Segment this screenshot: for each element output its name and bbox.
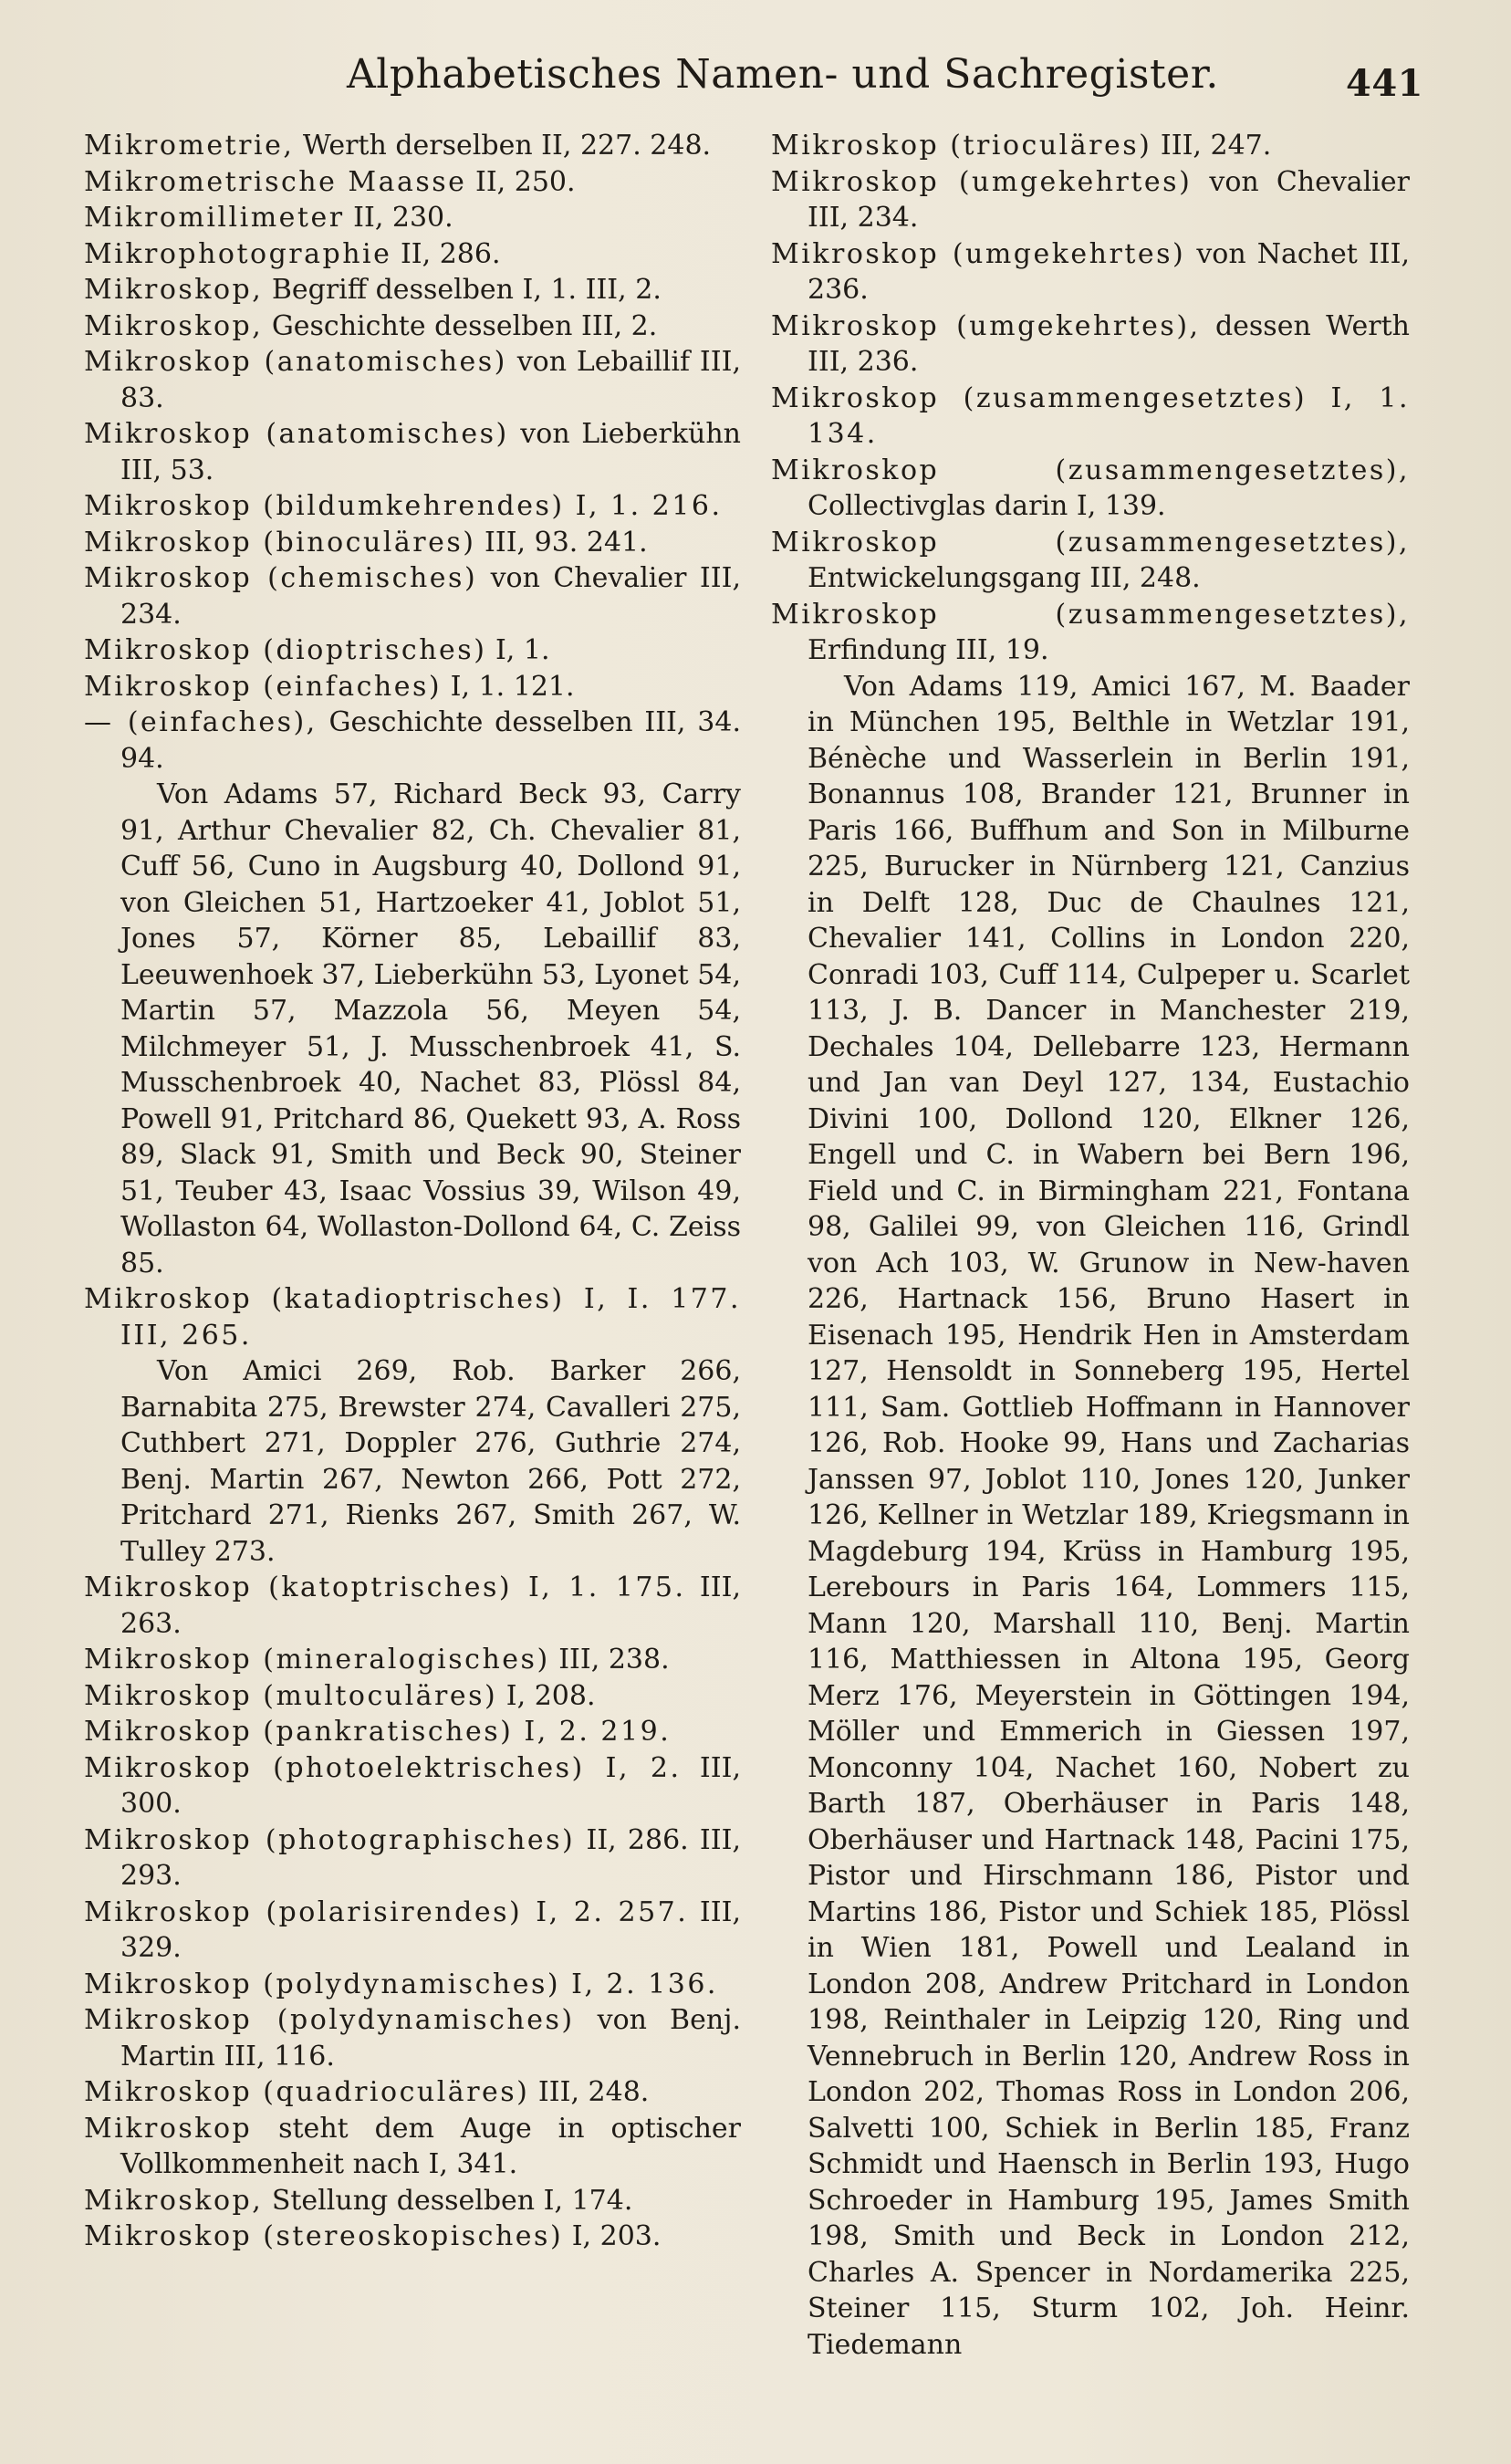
- index-entry: [84, 1967, 741, 2003]
- index-entry: [84, 2219, 741, 2255]
- index-entry-reference: I, 203.: [563, 2220, 662, 2252]
- index-entry-headword: Mikroskop (polydynamisches): [84, 2004, 575, 2036]
- index-entry: [84, 2002, 741, 2074]
- index-entry-headword: Mikroskop,: [84, 2184, 264, 2217]
- index-entry-reference: III, 93. 241.: [475, 526, 648, 559]
- index-entry-reference: Werth derselben II, 227. 248.: [294, 130, 712, 162]
- index-entry-headword: Mikroskop (polarisirendes) I, 2. 257.: [84, 1895, 689, 1928]
- index-entry: [84, 236, 741, 273]
- index-entry: [84, 128, 741, 164]
- index-entry-reference: II, 286. III, 293.: [120, 1823, 741, 1892]
- index-entry: [84, 344, 741, 416]
- index-entry: [84, 1895, 741, 1967]
- index-subentry-makers: Von Adams 119, Amici 167, M. Baader in München 195, Belthle in Wetzlar 191, Bénèche und Wasserlein in Berlin 191, Bonannus 108, Brander 121, Brunner in Paris 166, Buffhum and Son in Milburne 225, Burucker in Nürnberg 121, Canzius in Delft 128, Duc de Chaulnes 121, Chevalier 141, Collins in London 220, Conradi 103, Cuff 114, Culpeper u. Scarlet 113, J. B. Dancer in Manchester 219, Dechales 104, Dellebarre 123, Hermann und Jan van Deyl 127, 134, Eustachio Divini 100, Dollond 120, Elkner 126, Engell und C. in Wabern bei Bern 196, Field und C. in Birmingham 221, Fontana 98, Galilei 99, von Gleichen 116, Grindl von Ach 103, W. Grunow in New-haven 226, Hartnack 156, Bruno Hasert in Eisenach 195, Hendrik Hen in Amsterdam 127, Hensoldt in Sonneberg 195, Hertel 111, Sam. Gottlieb Hoffmann in Hannover 126, Rob. Hooke 99, Hans und Zacharias Janssen 97, Joblot 110, Jones 120, Junker 126, Kellner in Wetzlar 189, Kriegsmann in Magdeburg 194, Krüss in Hamburg 195, Lerebours in Paris 164, Lommers 115, Mann 120, Marshall 110, Benj. Martin 116, Matthiessen in Altona 195, Georg Merz 176, Meyerstein in Göttingen 194, Möller und Emmerich in Giessen 197, Monconny 104, Nachet 160, Nobert zu Barth 187, Oberhäuser in Paris 148, Oberhäuser und Hartnack 148, Pacini 175, Pistor und Hirschmann 186, Pistor und Martins 186, Pistor und Schiek 185, Plössl in Wien 181, Powell und Lealand in London 208, Andrew Pritchard in London 198, Reinthaler in Leipzig 120, Ring und Vennebruch in Berlin 120, Andrew Ross in London 202, Thomas Ross in London 206, Salvetti 100, Schiek in Berlin 185, Franz Schmidt und Haensch in Berlin 193, Hugo Schroeder in Hamburg 195, James Smith 198, Smith und Beck in London 212, Charles A. Spencer in Nordamerika 225, Steiner 115, Sturm 102, Joh. Heinr. Tiedemann: [808, 670, 1410, 2361]
- index-entry-headword: Mikroskop (dioptrisches): [84, 634, 487, 666]
- index-entry-headword: Mikroskop (anatomisches): [84, 346, 507, 378]
- index-entry-headword: Mikroskop: [84, 2112, 253, 2145]
- index-entry: [84, 632, 741, 669]
- page-number: 441: [1346, 62, 1423, 105]
- index-entry-reference: III, 248.: [529, 2076, 650, 2108]
- index-entry: [771, 128, 1410, 164]
- index-entry-headword: Mikroskop (quadrioculäres): [84, 2076, 530, 2108]
- index-entry: [84, 200, 741, 236]
- index-entry-reference: III, 300.: [120, 1751, 741, 1820]
- index-entry-headword: Mikrophotographie: [84, 237, 392, 270]
- index-entry-reference: II, 250.: [466, 165, 576, 198]
- index-entry-headword: Mikroskop (bildumkehrendes) I, 1. 216.: [84, 490, 723, 522]
- index-entry-headword: Mikrometrische Maasse: [84, 165, 467, 198]
- index-entry: [84, 272, 741, 308]
- index-entry: [771, 308, 1410, 381]
- index-entry-headword: Mikroskop (binoculäres): [84, 526, 476, 559]
- index-entry: [771, 381, 1410, 453]
- index-entry: [84, 2074, 741, 2111]
- index-entry: [84, 308, 741, 345]
- index-entry-headword: Mikroskop,: [84, 274, 264, 306]
- index-entry-headword: Mikroskop (katoptrisches) I, 1. 175.: [84, 1571, 686, 1603]
- index-entry-headword: Mikroskop (polydynamisches) I, 2. 136.: [84, 1968, 718, 2000]
- index-entry-headword: Mikrometrie,: [84, 130, 295, 162]
- index-entry: [84, 525, 741, 561]
- index-entry-reference: I, 1. 121.: [442, 670, 575, 703]
- index-entry: [84, 2111, 741, 2183]
- index-entry-headword: Mikroskop (umgekehrtes): [771, 165, 1193, 198]
- index-entry-headword: Mikroskop (katadioptrisches) I, I. 177. III, 265.: [84, 1283, 741, 1352]
- index-entry: [771, 236, 1410, 308]
- index-entry-headword: Mikroskop (stereoskopisches): [84, 2220, 564, 2252]
- index-entry-headword: Mikroskop (umgekehrtes): [771, 237, 1186, 270]
- index-entry: [84, 705, 741, 777]
- index-entry-headword: Mikroskop (photographisches): [84, 1823, 576, 1856]
- index-entry: [84, 560, 741, 632]
- index-column-left: [84, 128, 741, 2446]
- index-entry-reference: steht dem Auge in optischer Vollkommenheit nach I, 341.: [120, 2112, 741, 2180]
- index-entry-reference: von Chevalier III, 234.: [808, 165, 1410, 234]
- index-column-right: [771, 128, 1410, 2446]
- index-entry-headword: — (einfaches),: [84, 706, 318, 738]
- index-entry-reference: von Benj. Martin III, 116.: [120, 2004, 741, 2072]
- index-entry-reference: III, 247.: [1151, 130, 1272, 162]
- index-entry-headword: Mikromillimeter: [84, 202, 345, 234]
- index-entry-reference: von Chevalier III, 234.: [120, 562, 741, 631]
- index-entry-headword: Mikroskop (zusammengesetztes) I, 1. 134.: [771, 381, 1410, 450]
- index-entry-reference: Geschichte desselben III, 2.: [263, 309, 658, 342]
- index-entry: [84, 1822, 741, 1895]
- index-entry-reference: Collectivglas darin I, 139.: [808, 490, 1166, 522]
- index-entry: [84, 669, 741, 705]
- index-entry-reference: von Lieberkühn III, 53.: [120, 418, 741, 486]
- index-entry-headword: Mikroskop (trioculäres): [771, 130, 1152, 162]
- index-entry-headword: Mikroskop (umgekehrtes),: [771, 309, 1201, 342]
- index-entry-reference: III, 263.: [120, 1571, 741, 1640]
- index-entry: [84, 1678, 741, 1715]
- index-entry: [84, 1714, 741, 1750]
- index-entry-headword: Mikroskop (multoculäres): [84, 1679, 498, 1712]
- index-entry-reference: von Nachet III, 236.: [808, 237, 1410, 306]
- index-entry-headword: Mikroskop (chemisches): [84, 562, 478, 594]
- index-entry: [771, 453, 1410, 525]
- index-entry-reference: von Lebaillif III, 83.: [120, 346, 741, 414]
- index-entry-headword: Mikroskop (zusammengesetztes),: [771, 598, 1410, 631]
- index-entry-headword: Mikroskop (mineralogisches): [84, 1644, 550, 1676]
- index-entry: [84, 164, 741, 201]
- page-header: [347, 44, 1423, 117]
- index-entry-headword: Mikroskop (zusammengesetztes),: [771, 454, 1410, 486]
- index-entry-headword: Mikroskop (zusammengesetztes),: [771, 526, 1410, 559]
- index-entry-reference: I, 208.: [497, 1679, 596, 1712]
- index-entry-reference: Erfindung III, 19.: [808, 634, 1049, 666]
- index-entry: [84, 1750, 741, 1822]
- index-entry: [84, 1570, 741, 1642]
- index-entry-reference: Stellung desselben I, 174.: [263, 2184, 633, 2217]
- running-title: Alphabetisches Namen- und Sachregister.: [347, 51, 1219, 98]
- index-subentry-makers: Von Adams 57, Richard Beck 93, Carry 91, Arthur Chevalier 82, Ch. Chevalier 81, Cuff 56, Cuno in Augsburg 40, Dollond 91, von Gleichen 51, Hartzoeker 41, Joblot 51, Jones 57, Körner 85, Lebaillif 83, Leeuwenhoek 37, Lieberkühn 53, Lyonet 54, Martin 57, Mazzola 56, Meyen 54, Milchmeyer 51, J. Musschenbroek 41, S. Musschenbroek 40, Nachet 83, Plössl 84, Powell 91, Pritchard 86, Quekett 93, A. Ross 89, Slack 91, Smith und Beck 90, Steiner 51, Teuber 43, Isaac Vossius 39, Wilson 49, Wollaston 64, Wollaston-Dollond 64, C. Zeiss 85.: [120, 778, 741, 1279]
- index-entry-headword: Mikroskop,: [84, 309, 264, 342]
- index-entry-headword: Mikroskop (pankratisches) I, 2. 219.: [84, 1716, 672, 1748]
- index-entry: [771, 164, 1410, 236]
- index-entry-headword: Mikroskop (photoelektrisches) I, 2.: [84, 1751, 682, 1784]
- index-entry-reference: II, 286.: [391, 237, 501, 270]
- index-entry-reference: II, 230.: [344, 202, 453, 234]
- index-entry-reference: Begriff desselben I, 1. III, 2.: [263, 274, 662, 306]
- index-entry-reference: Entwickelungsgang III, 248.: [808, 562, 1201, 594]
- index-entry-reference: III, 238.: [549, 1644, 670, 1676]
- index-subentry-makers: Von Amici 269, Rob. Barker 266, Barnabita 275, Brewster 274, Cavalleri 275, Cuthbert 271, Doppler 276, Guthrie 274, Benj. Martin 267, Newton 266, Pott 272, Pritchard 271, Rienks 267, Smith 267, W. Tulley 273.: [120, 1355, 741, 1568]
- index-entry: [771, 597, 1410, 669]
- index-entry: [84, 1642, 741, 1678]
- index-entry-reference: dessen Werth III, 236.: [808, 309, 1410, 378]
- index-entry-reference: I, 1.: [486, 634, 550, 666]
- index-entry-headword: Mikroskop (anatomisches): [84, 418, 509, 450]
- index-entry-reference: Geschichte desselben III, 34. 94.: [120, 706, 741, 775]
- index-entry: [84, 416, 741, 488]
- index-entry: [771, 525, 1410, 597]
- index-entry-headword: Mikroskop (einfaches): [84, 670, 443, 703]
- index-entry: [84, 1281, 741, 1353]
- index-entry: [84, 488, 741, 525]
- index-entry-reference: III, 329.: [120, 1895, 741, 1964]
- index-entry: [84, 2183, 741, 2219]
